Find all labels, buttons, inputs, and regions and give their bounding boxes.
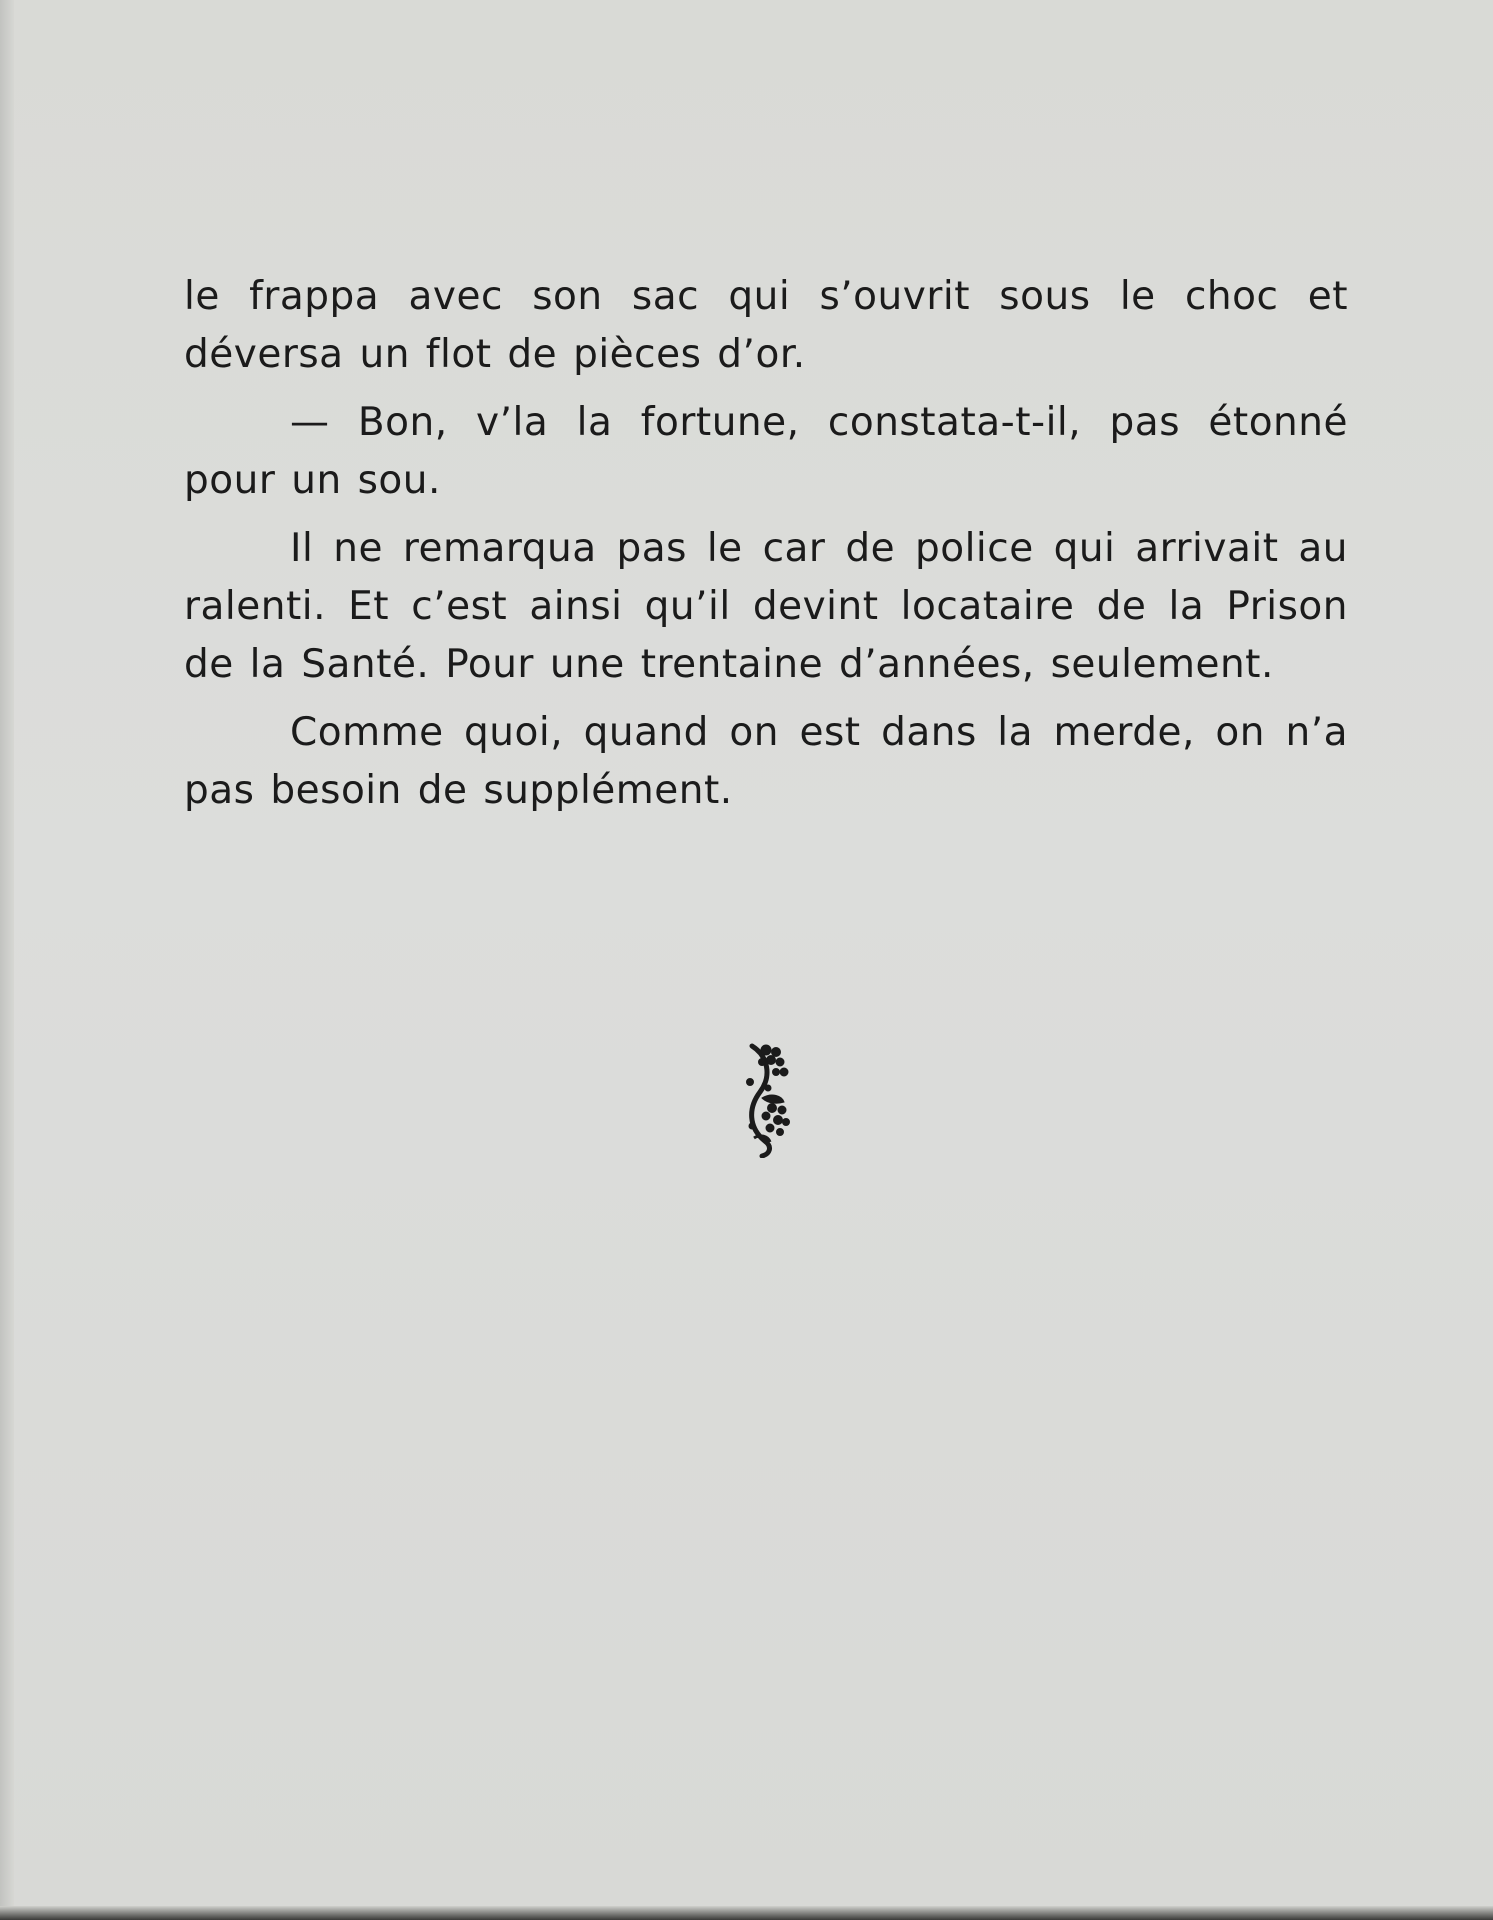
floral-vine-ornament-icon [738,1042,798,1158]
page-bottom-edge [0,1906,1493,1920]
paragraph-1: le frappa avec son sac qui s’ouvrit sous le choc et déversa un flot de pièces d’or. [184,274,1348,377]
body-text [184,268,1348,830]
paragraph-4: Comme quoi, quand on est dans la merde, on n’a pas besoin de supplément. [184,710,1348,813]
paragraph-2: — Bon, v’la la fortune, constata-t-il, pas étonné pour un sou. [184,400,1348,503]
paragraph-3: Il ne remarqua pas le car de police qui arrivait au ralenti. Et c’est ainsi qu’il devint locataire de la Prison de la Santé. Pour une trentaine d’années, seulement. [184,526,1348,687]
page-left-edge [0,0,14,1920]
